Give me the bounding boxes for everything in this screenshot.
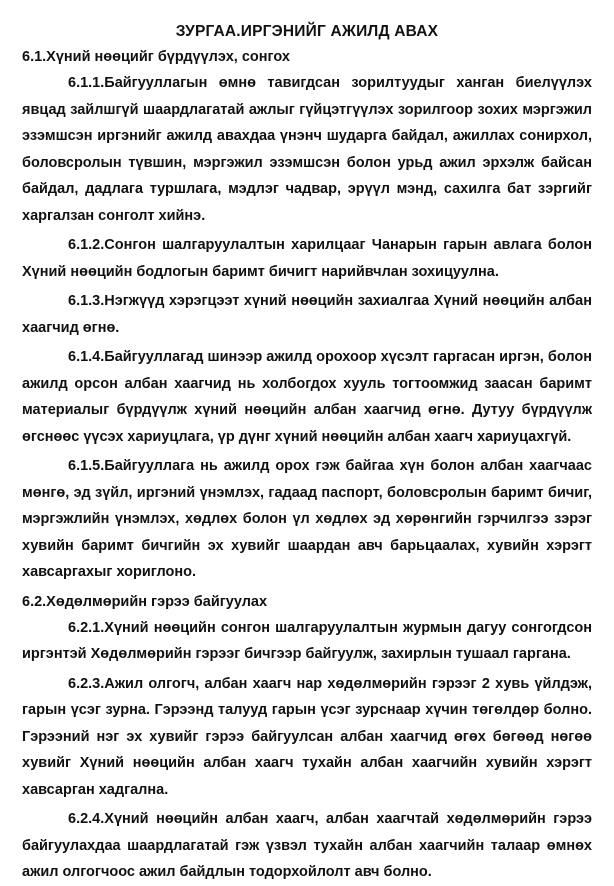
page-title: ЗУРГАА.ИРГЭНИЙГ АЖИЛД АВАХ xyxy=(175,23,439,40)
paragraph-6-2-4: 6.2.4.Хүний нөөцийн албан хаагч, албан хаагчтай хөдөлмөрийн гэрээ байгуулахдаа шаардлагатай гэж үзвэл тухайн албан хаагчийн талаар өмнөх ажил олгогчоос ажил байдлын тодорхойлолт авч болно. xyxy=(22,811,592,880)
paragraph-6-1-3: 6.1.3.Нэгжүүд хэрэгцээт хүний нөөцийн захиалгаа Хүний нөөцийн албан хаагчид өгнө. xyxy=(22,293,592,336)
paragraph-6-2-3: 6.2.3.Ажил олгогч, албан хаагч нар хөдөлмөрийн гэрээг 2 хувь үйлдэж, гарын үсэг зурна. Гэрээнд талууд гарын үсэг зурснаар хүчин төгөлдөр болно. Гэрээний нэг эх хувийг гэрээ байгуулсан албан хаагчид өгөх бөгөөд нөгөө хувийг Хүний нөөцийн албан хаагч тухайн албан хаагчийн хувийн хэрэгт хавсарган хадгална. xyxy=(22,675,592,798)
paragraph-6-1-5: 6.1.5.Байгууллага нь ажилд орох гэж байгаа хүн болон албан хаагчаас мөнгө, эд зүйл, иргэний үнэмлэх, гадаад паспорт, боловсролын баримт бичиг, мэргэжлийн үнэмлэх, хөдлөх болон үл хөдлөх эд хөрөнгийн гэрчилгээ зэрэг хувийн баримт бичгийн эх хувийг шаардан авч барьцаалах, хувийн хэрэгт хавсаргахыг хориглоно. xyxy=(22,458,592,580)
paragraph-6-1-2: 6.1.2.Сонгон шалгаруулалтын харилцааг Чанарын гарын авлага болон Хүний нөөцийн бодлогын баримт бичигт нарийвчлан зохицуулна. xyxy=(22,237,592,280)
paragraph-6-1-4: 6.1.4.Байгууллагад шинээр ажилд орохоор хүсэлт гаргасан иргэн, болон ажилд орсон албан хаагчид нь холбогдох хууль тогтоомжид заасан баримт материалыг бүрдүүлж хүний нөөцийн албан хаагчид өгнө. Дутуу бүрдүүлж өгснөөс үүсэх хариуцлага, үр дүнг хүний нөөцийн албан хаагч хариуцахгүй. xyxy=(22,349,592,445)
paragraph-6-1-1: 6.1.1.Байгууллагын өмнө тавигдсан зорилтуудыг ханган биелүүлэх явцад зайлшгүй шаардлагатай ажлыг гүйцэтгүүлэх зорилгоор зохих мэргэжил эзэмшсэн иргэнийг ажилд авахдаа үнэнч шударга байдал, ажиллах сонирхол, боловсролын түвшин, мэргэжил эзэмшсэн болон урьд ажил эрхэлж байсан байдал, дадлага туршлага, мэдлэг чадвар, эрүүл мэнд, сахилга бат зэргийг харгалзан сонголт хийнэ. xyxy=(22,75,592,224)
section-heading-6-2: 6.2.Хөдөлмөрийн гэрээ байгуулах xyxy=(22,593,268,610)
section-heading-6-1: 6.1.Хүний нөөцийг бүрдүүлэх, сонгох xyxy=(22,49,290,65)
paragraph-6-2-1: 6.2.1.Хүний нөөцийн сонгон шалгаруулалтын журмын дагуу сонгогдсон иргэнтэй Хөдөлмөрийн гэрээг бичгээр байгуулж, захирлын тушаал гаргана. xyxy=(22,619,592,662)
